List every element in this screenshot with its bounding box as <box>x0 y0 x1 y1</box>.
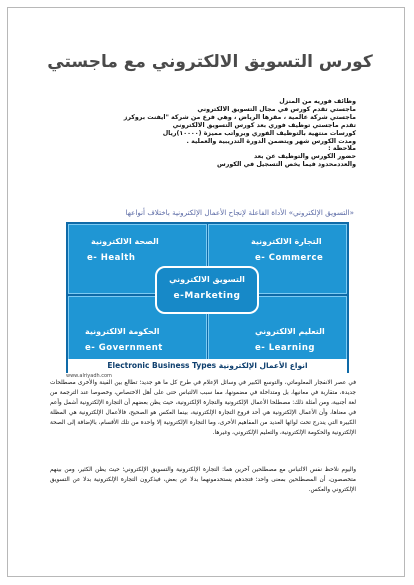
center-emarketing <box>155 266 259 314</box>
center-en: e-Marketing <box>173 291 241 301</box>
quadrant-learning-ar: التعليم الالكتروني <box>255 327 325 336</box>
list-line: كورسات منتهية بالتوظيف الفوري وبرواتب مميزة (١٠٠٠٠)ريال <box>162 129 356 137</box>
ebusiness-diagram <box>66 222 349 373</box>
article-subheading: «التسويق الإلكتروني» الأداة الفاعلة لإنجاح الأعمال الإلكترونية باختلاف أنواعها <box>125 208 354 217</box>
quadrant-government-en: e- Government <box>85 343 163 353</box>
list-line: ملاحظة : <box>328 145 356 153</box>
list-line: تقدم ماجستي توظيف فوري بعد كورس التسويق الالكتروني <box>172 121 356 129</box>
quadrant-learning-en: e- Learning <box>255 343 315 353</box>
list-line: والعددمحدود فيما يخص التسجيل في الكورس <box>217 161 356 169</box>
quadrant-commerce-ar: التجارة الالكترونية <box>251 237 322 246</box>
list-line: ماجستي تقدم كورس في مجال التسويق الالكتروني <box>197 105 356 113</box>
job-info-list <box>26 98 356 169</box>
center-ar: التسويق الالكتروني <box>169 275 245 284</box>
article-paragraph-2: واليوم نلاحظ نفس الالتباس مع مصطلحين آخرين هما: التجارة الإلكترونية والتسويق الإلكتروني؛ حيث يظن الكثير، ومن بينهم متخصصون، أن المصطلحين بمعنى واحد؛ فتجدهم يستخدمونهما بدلا عن بعض، فيذكرون التجارة الإلكترونية بدلا عن التسويق الإلكتروني والعكس. <box>50 467 356 493</box>
list-line: وظائف فوريه من المنزل <box>279 98 356 105</box>
list-line: ماجستي شركة عالمية ، مقرها الرياض ، وهي فرع من شركة "ايفنت بروكرز <box>123 113 356 121</box>
list-line: حضور الكورس والتوظيف عن بعد <box>253 153 356 161</box>
quadrant-commerce-en: e- Commerce <box>255 253 324 263</box>
diagram-banner: Electronic Business Types انواع الأعمال الإلكترونية <box>68 359 347 373</box>
quadrant-government-ar: الحكومة الالكترونية <box>85 327 160 336</box>
diagram-source: www.alriyadh.com <box>66 373 112 379</box>
list-line: ومدت الكورس شهر ويتضمن الدورة التدريبية والعملية . <box>186 137 356 145</box>
article-paragraph-1: في عصر الانفجار المعلوماتي، والتوسع الكبير في وسائل الإعلام في طرح كل ما هو جديد؛ تطالع بين الفينة والأخرى مصطلحات جديدة، متقاربة في معانيها، بل ومتداخلة في مضمونها، مما سبب الالتباس حتى على أهل الاختصاص، وخصوصا عند الترجمة من لغة أجنبية، ومن أمثلة ذلك: مصطلحا الأعمال الإلكترونية والتجارة الإلكترونية، حيث يظن بعضهم أن التجارة الإلكترونية أشمل وأعم في معناها، وأن الأعمال الإلكترونية هي أحد فروع التجارة الإلكترونية، بينما العكس هو الصحيح، فالأعمال الإلكترونية هي المظلة الكبيرة التي يندرج تحت لوائها العديد من المفاهيم الأخرى، وما التجارة الإلكترونية إلا واحدة من تلك الأقسام، بالإضافة إلى الصحة الإلكترونية والحكومة الإلكترونية، والتعليم الإلكتروني، وغيرها. <box>50 380 356 436</box>
document-title: كورس التسويق الالكتروني مع ماجستي <box>47 52 373 72</box>
quadrant-health-ar: الصحة الالكترونية <box>91 237 159 246</box>
quadrant-health-en: e- Health <box>87 253 136 263</box>
